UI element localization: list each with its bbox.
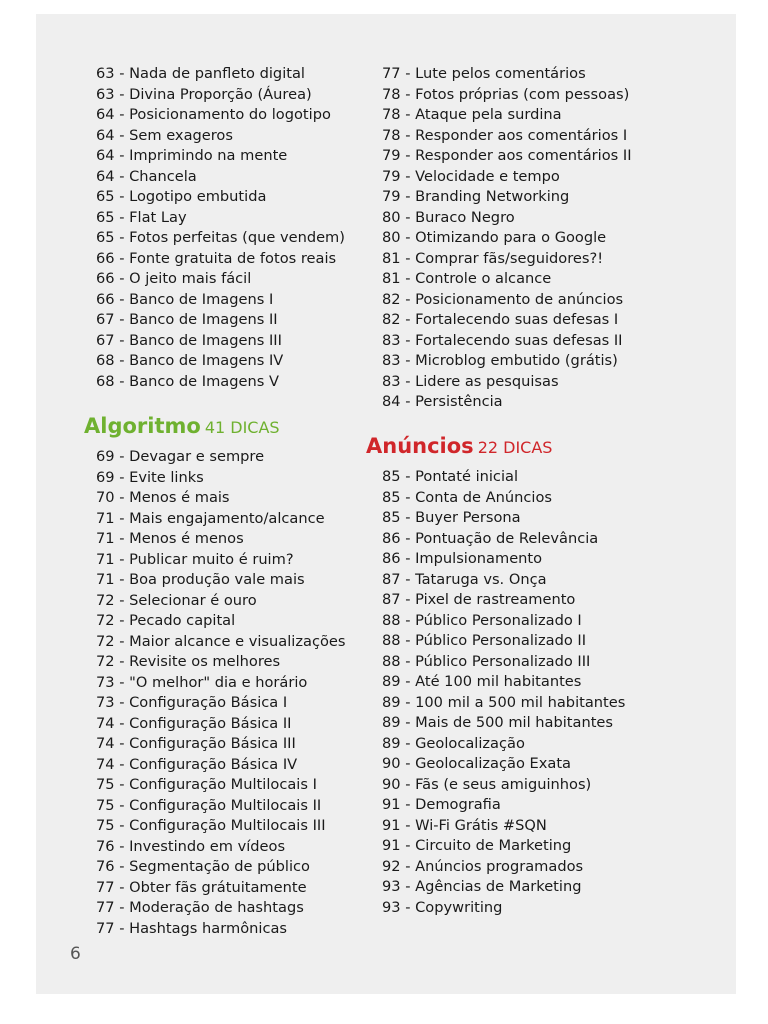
list-item: 67 - Banco de Imagens III	[96, 331, 282, 349]
section-heading-algoritmo	[84, 414, 280, 438]
list-item: 71 - Mais engajamento/alcance	[96, 509, 325, 527]
list-item: 89 - Até 100 mil habitantes	[382, 673, 582, 690]
list-item: 90 - Fãs (e seus amiguinhos)	[382, 775, 592, 793]
list-item: 69 - Devagar e sempre	[96, 448, 265, 465]
list-item: 63 - Divina Proporção (Áurea)	[96, 85, 312, 103]
list-item: 88 - Público Personalizado I	[382, 611, 582, 629]
list-item: 65 - Fotos perfeitas (que vendem)	[96, 229, 345, 246]
list-item: 81 - Controle o alcance	[382, 270, 552, 287]
list-item: 89 - 100 mil a 500 mil habitantes	[382, 693, 626, 711]
list-item: 65 - Flat Lay	[96, 208, 187, 226]
list-item: 77 - Lute pelos comentários	[382, 65, 586, 82]
list-item: 89 - Mais de 500 mil habitantes	[382, 714, 614, 731]
list-item: 72 - Selecionar é ouro	[96, 591, 257, 609]
list-item: 88 - Público Personalizado II	[382, 632, 587, 649]
list-item: 89 - Geolocalização	[382, 734, 525, 752]
list-item: 75 - Configuração Multilocais II	[96, 796, 322, 814]
list-item: 85 - Conta de Anúncios	[382, 488, 553, 506]
list-item: 70 - Menos é mais	[96, 489, 230, 506]
list-item: 65 - Logotipo embutida	[96, 188, 267, 205]
list-item: 77 - Moderação de hashtags	[96, 899, 304, 916]
list-item: 73 - Configuração Básica I	[96, 694, 288, 711]
list-item: 72 - Revisite os melhores	[96, 653, 281, 670]
list-item: 91 - Wi-Fi Grátis #SQN	[382, 816, 547, 834]
list-item: 66 - Fonte gratuita de fotos reais	[96, 249, 337, 267]
list-item: 67 - Banco de Imagens II	[96, 311, 278, 328]
list-item: 80 - Otimizando para o Google	[382, 229, 607, 246]
list-item: 64 - Posicionamento do logotipo	[96, 106, 331, 123]
list-item: 75 - Configuração Multilocais III	[96, 817, 326, 834]
list-item: 86 - Pontuação de Relevância	[382, 529, 599, 547]
list-item: 92 - Anúncios programados	[382, 857, 584, 875]
list-item: 66 - O jeito mais fácil	[96, 270, 252, 287]
list-item: 86 - Impulsionamento	[382, 550, 543, 567]
list-item: 75 - Configuração Multilocais I	[96, 776, 317, 793]
list-item: 74 - Configuração Básica IV	[96, 755, 298, 773]
list-item: 83 - Lidere as pesquisas	[382, 372, 559, 390]
list-item: 64 - Imprimindo na mente	[96, 147, 288, 164]
section-heading-anuncios	[366, 434, 552, 458]
page-number: 6	[70, 944, 81, 964]
list-item: 68 - Banco de Imagens IV	[96, 352, 284, 369]
section-title: Algoritmo	[84, 414, 201, 438]
list-item: 85 - Pontaté inicial	[382, 468, 519, 485]
section-count: 41 DICAS	[204, 418, 280, 437]
list-item: 88 - Público Personalizado III	[382, 652, 591, 670]
list-item: 73 - "O melhor" dia e horário	[96, 673, 308, 691]
list-item: 90 - Geolocalização Exata	[382, 755, 571, 772]
list-item: 79 - Velocidade e tempo	[382, 167, 560, 185]
list-item: 82 - Posicionamento de anúncios	[382, 290, 624, 308]
list-item: 72 - Maior alcance e visualizações	[96, 632, 346, 650]
list-item: 77 - Obter fãs grátuitamente	[96, 878, 307, 896]
list-item: 71 - Publicar muito é ruim?	[96, 550, 294, 568]
list-item: 91 - Demografia	[382, 796, 501, 813]
section-title: Anúncios	[366, 434, 474, 458]
section-count: 22 DICAS	[477, 438, 553, 457]
list-item: 74 - Configuração Básica II	[96, 714, 292, 732]
list-item: 84 - Persistência	[382, 393, 503, 410]
list-item: 79 - Branding Networking	[382, 188, 570, 205]
list-item: 83 - Microblog embutido (grátis)	[382, 352, 618, 369]
list-item: 87 - Tataruga vs. Onça	[382, 570, 547, 588]
document-page	[36, 14, 736, 994]
list-item: 78 - Responder aos comentários I	[382, 126, 628, 144]
list-item: 78 - Ataque pela surdina	[382, 106, 562, 123]
list-item: 80 - Buraco Negro	[382, 208, 515, 226]
list-item: 81 - Comprar fãs/seguidores?!	[382, 249, 604, 267]
list-item: 71 - Boa produção vale mais	[96, 571, 305, 588]
list-item: 77 - Hashtags harmônicas	[96, 919, 288, 937]
list-item: 79 - Responder aos comentários II	[382, 147, 632, 164]
list-item: 71 - Menos é menos	[96, 530, 244, 547]
list-item: 93 - Copywriting	[382, 898, 503, 916]
list-item: 76 - Segmentação de público	[96, 858, 310, 875]
list-item: 66 - Banco de Imagens I	[96, 290, 274, 308]
list-item: 82 - Fortalecendo suas defesas I	[382, 311, 619, 328]
list-item: 63 - Nada de panfleto digital	[96, 65, 305, 82]
list-item: 74 - Configuração Básica III	[96, 735, 296, 752]
list-item: 93 - Agências de Marketing	[382, 878, 582, 895]
list-item: 91 - Circuito de Marketing	[382, 837, 572, 854]
list-item: 68 - Banco de Imagens V	[96, 372, 279, 390]
list-item: 78 - Fotos próprias (com pessoas)	[382, 85, 630, 103]
list-item: 72 - Pecado capital	[96, 612, 236, 629]
list-item: 83 - Fortalecendo suas defesas II	[382, 331, 623, 349]
list-item: 64 - Chancela	[96, 167, 197, 185]
list-item: 76 - Investindo em vídeos	[96, 837, 286, 855]
list-item: 85 - Buyer Persona	[382, 509, 521, 526]
list-item: 69 - Evite links	[96, 468, 204, 486]
list-item: 87 - Pixel de rastreamento	[382, 591, 576, 608]
list-item: 64 - Sem exageros	[96, 126, 233, 144]
